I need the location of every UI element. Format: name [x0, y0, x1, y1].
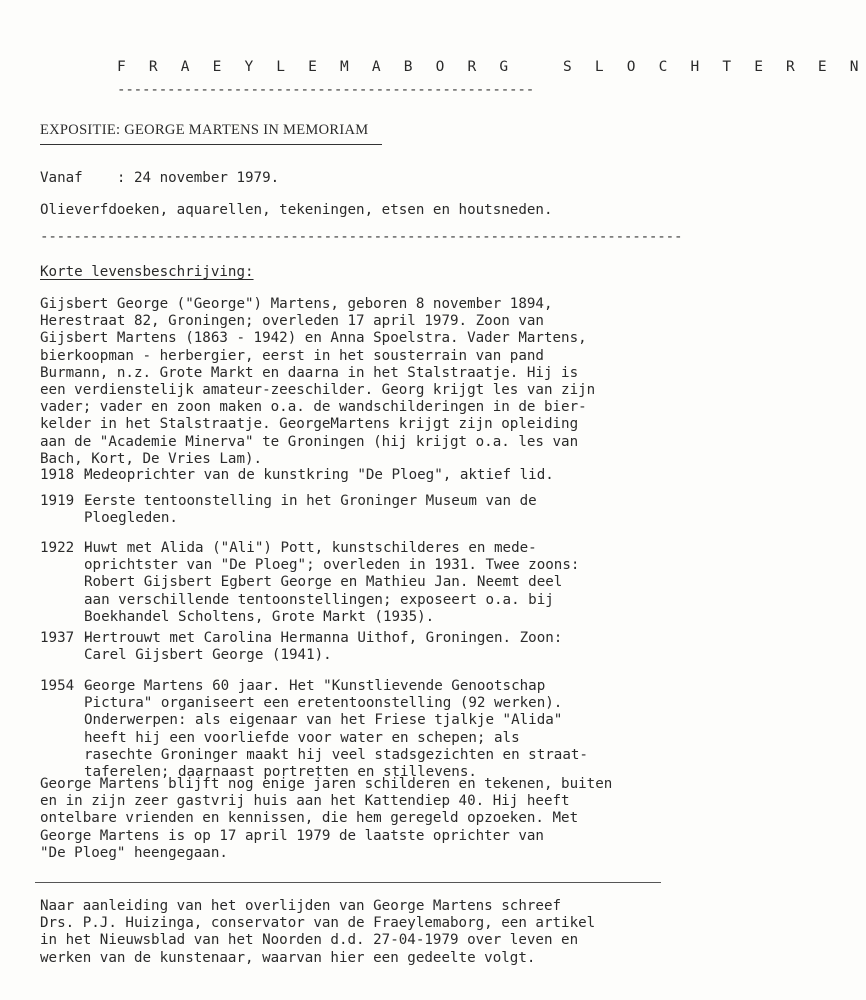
timeline-text-1918: Medeoprichter van de kunstkring "De Ploeg", aktief lid. [84, 467, 554, 483]
timeline-text-1922: Huwt met Alida ("Ali") Pott, kunstschilderes en mede- oprichtster van "De Ploeg"; overleden in 1931. Twee zoons: Robert Gijsbert Egbert George en Mathieu Jan. Neemt deel aan verschillende tentoonstellingen; exposeert o.a. bij Boekhandel Scholtens, Grote Markt (1935). [84, 540, 580, 625]
footer-separator-line [35, 882, 661, 883]
exhibition-works: Olieverfdoeken, aquarellen, tekeningen, etsen en houtsneden. [40, 202, 553, 218]
biography-closing: George Martens blijft nog enige jaren schilderen en tekenen, buiten en in zijn zeer gastvrij huis aan het Kattendiep 40. Hij heeft ontelbare vrienden en kennissen, die hem geregeld opzoeken. Met George Martens is op 17 april 1979 de laatste oprichter van "De Ploeg" heengegaan. [40, 776, 613, 861]
biography-intro: Gijsbert George ("George") Martens, geboren 8 november 1894, Herestraat 82, Groningen; overleden 17 april 1979. Zoon van Gijsbert Martens (1863 - 1942) en Anna Spoelstra. Vader Martens, bierkoopman - herbergier, eerst in het sousterrain van pand Burmann, n.z. Grote Markt en daarna in het Stalstraatje. Hij is een verdienstelijk amateur-zeeschilder. Georg krijgt les van zijn vader; vader en zoon maken o.a. de wandschilderingen in de bier- kelder in het Stalstraatje. GeorgeMartens krijgt zijn opleiding aan de "Academie Minerva" te Groningen (hij krijgt o.a. les van Bach, Kort, De Vries Lam). [40, 296, 596, 467]
timeline-year-1919: 1919 - [40, 493, 92, 509]
timeline-year-1918: 1918 - [40, 467, 92, 483]
section-dashed-separator: ----------------------------------------------------------------------------- [40, 229, 683, 245]
timeline-text-1954: George Martens 60 jaar. Het "Kunstlievende Genootschap Pictura" organiseert een eretentoonstelling (92 werken). Onderwerpen: als eigenaar van het Friese tjalkje "Alida" heeft hij een voorliefde voor water en schepen; als rasechte Groninger maakt hij veel stadsgezichten en straat- taferelen; daarnaast portretten en stillevens. [84, 678, 588, 781]
timeline-year-1922: 1922 - [40, 540, 92, 556]
exhibition-title: EXPOSITIE: GEORGE MARTENS IN MEMORIAM [40, 122, 369, 138]
exhibition-title-underline [40, 144, 382, 145]
document-header-title: F R A E Y L E M A B O R G S L O C H T E R E N [117, 59, 866, 75]
timeline-text-1919: Eerste tentoonstelling in het Groninger Museum van de Ploegleden. [84, 493, 537, 527]
header-dashed-underline: -------------------------------------------------- [117, 82, 535, 98]
exhibition-start-date: Vanaf : 24 november 1979. [40, 170, 280, 186]
footer-note: Naar aanleiding van het overlijden van George Martens schreef Drs. P.J. Huizinga, conservator van de Fraeylemaborg, een artikel in het Nieuwsblad van het Noorden d.d. 27-04-1979 over leven en werken van de kunstenaar, waarvan hier een gedeelte volgt. [40, 898, 596, 966]
timeline-year-1937: 1937 - [40, 630, 92, 646]
biography-heading: Korte levensbeschrijving: [40, 264, 254, 280]
timeline-year-1954: 1954 - [40, 678, 92, 694]
timeline-text-1937: Hertrouwt met Carolina Hermanna Uithof, Groningen. Zoon: Carel Gijsbert George (1941). [84, 630, 563, 664]
